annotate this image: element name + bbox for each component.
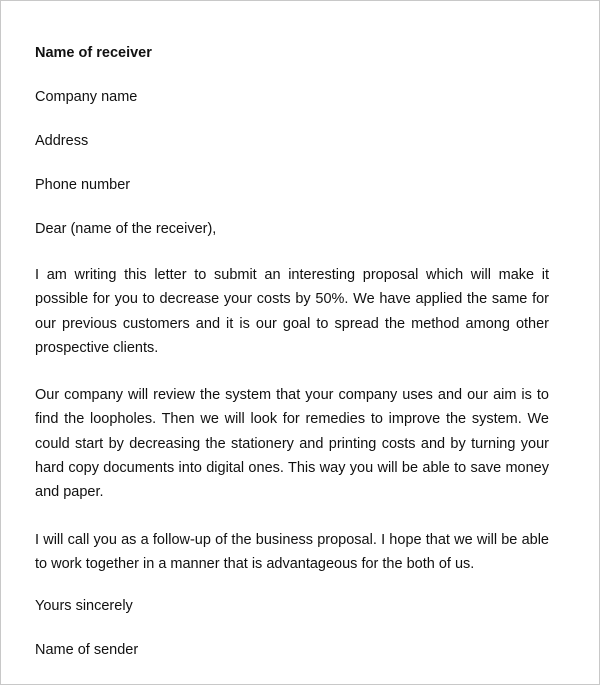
salutation: Dear (name of the receiver),	[35, 221, 217, 237]
paragraph-proposal: I am writing this letter to submit an interesting proposal which will make it possible for you to decrease your costs by 50%. We have applied the same for our previous customers and it is our goal to spread the method among other prospective clients.	[35, 267, 549, 356]
phone-number: Phone number	[35, 177, 131, 193]
paragraph-review: Our company will review the system that your company uses and our aim is to find the loopholes. Then we will look for remedies to improve the system. We could start by decreasing the stationery and printing costs and by turning your hard copy documents into digital ones. This way you will be able to save money and paper.	[35, 387, 549, 501]
company-name: Company name	[35, 89, 138, 105]
sender-name: Name of sender	[35, 642, 139, 659]
closing: Yours sincerely	[35, 598, 133, 615]
receiver-name: Name of receiver	[35, 45, 152, 61]
letter-body	[35, 43, 549, 660]
paragraph-follow-up: I will call you as a follow-up of the business proposal. I hope that we will be able to work together in a manner that is advantageous for the both of us.	[35, 531, 549, 572]
address: Address	[35, 133, 89, 149]
